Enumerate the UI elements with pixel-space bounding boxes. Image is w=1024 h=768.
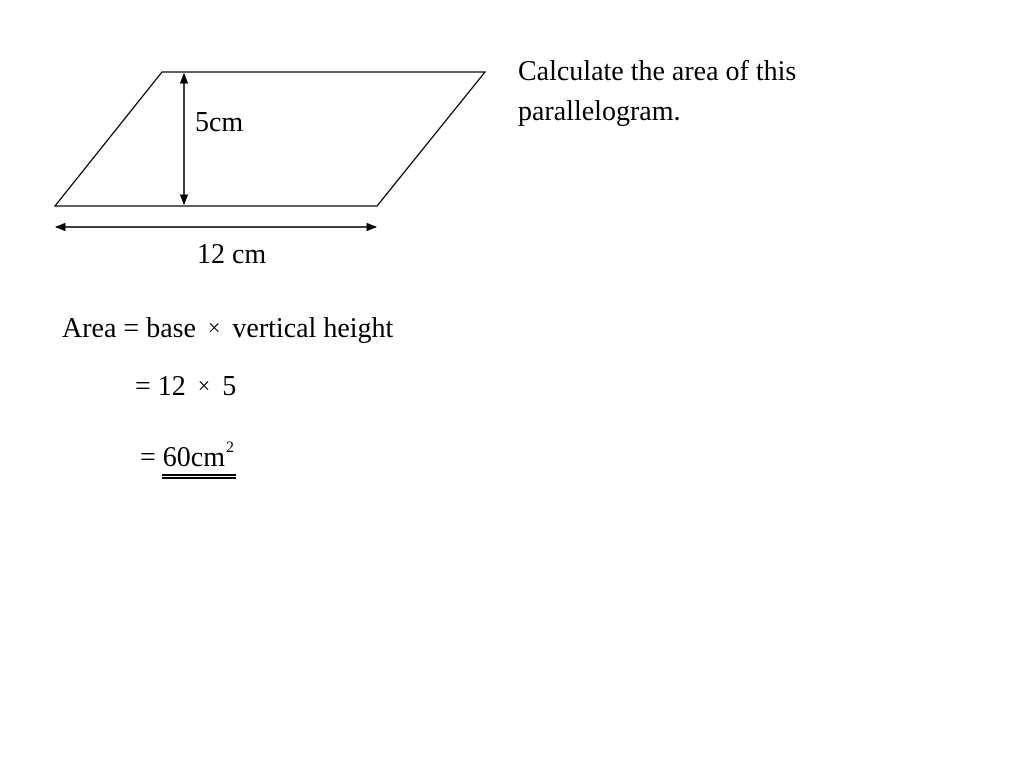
substitution-line: [135, 370, 236, 405]
base-label: 12 cm: [197, 239, 267, 270]
height-label: 5cm: [195, 107, 244, 138]
result-line: [140, 432, 236, 479]
question-text: [518, 52, 938, 132]
substitution-equals: =: [135, 371, 151, 402]
parallelogram-shape: [55, 72, 485, 206]
times-symbol: ×: [207, 315, 221, 340]
answer-exponent: 2: [226, 439, 235, 456]
formula-term-height: vertical height: [232, 313, 394, 344]
result-equals: =: [140, 442, 156, 473]
substitution-height-value: 5: [222, 371, 237, 402]
answer-value: 60cm: [162, 442, 226, 473]
formula-equals: =: [123, 313, 140, 344]
formula-term-base: base: [146, 313, 196, 344]
final-answer: [162, 432, 236, 479]
question-line-2: parallelogram.: [518, 96, 681, 127]
times-symbol: ×: [197, 373, 211, 398]
question-line-1: Calculate the area of this: [518, 56, 797, 87]
substitution-base-value: 12: [157, 371, 186, 402]
formula-line: [62, 312, 393, 347]
parallelogram-diagram: [0, 0, 1024, 300]
formula-lhs: Area: [62, 313, 117, 344]
